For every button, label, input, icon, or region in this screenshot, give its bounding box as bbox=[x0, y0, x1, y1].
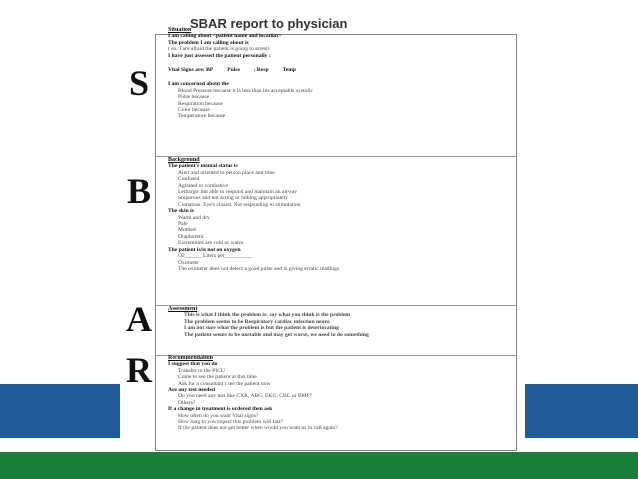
section-recommendation bbox=[168, 355, 518, 432]
letter-b: B bbox=[126, 171, 151, 211]
mental-heading: The patient's mental status is bbox=[168, 163, 238, 170]
concern-item: Temperature because bbox=[178, 113, 226, 120]
oxygen-item: Oximeter bbox=[178, 259, 200, 266]
skin-item: Warm and dry bbox=[178, 214, 210, 221]
oxygen-item: O2______ Liters per__________ bbox=[178, 253, 253, 260]
tests-item: Do you need any test like CXR, ABG, EKG, CBC or BMP? bbox=[178, 393, 313, 400]
vital-bp: Vital Signs are: BP bbox=[168, 67, 214, 74]
skin-item: Mottled bbox=[178, 227, 196, 234]
change-heading: If a change in treatment is ordered then ask bbox=[168, 406, 273, 413]
skin-heading: The skin is bbox=[168, 208, 194, 215]
recommendation-heading: Recommendation bbox=[168, 355, 213, 361]
concern-item: Respiration because bbox=[178, 100, 223, 107]
section-situation bbox=[168, 27, 518, 120]
section-background bbox=[168, 157, 518, 272]
letter-r: R bbox=[126, 350, 152, 390]
assessment-line: I am not sure what the problem is but the patient is deteriorating bbox=[184, 325, 339, 332]
concerned-heading: I am concerned about the bbox=[168, 81, 229, 88]
situation-line: The problem I am calling about is bbox=[168, 39, 249, 46]
assessment-line: This is what I think the problem is: say what you think is the problem bbox=[184, 312, 351, 319]
vital-temp: Temp bbox=[282, 67, 297, 74]
letter-a: A bbox=[126, 299, 152, 339]
mental-item: Stuporous and not acting or talking appropriately bbox=[178, 195, 288, 202]
mental-item: Alert and oriented to person place and time bbox=[178, 169, 275, 176]
suggest-item: Come to see the patient at this time bbox=[178, 374, 257, 381]
mental-item: Agitated or combative bbox=[178, 182, 229, 189]
assessment-line: The problem seems to be Respiratory cardiac infection neuro bbox=[184, 318, 330, 325]
suggest-heading: I suggest that you do bbox=[168, 361, 218, 368]
sbar-letters bbox=[120, 34, 155, 449]
concern-item: Pulse because bbox=[178, 94, 210, 101]
oxygen-heading: The patient is/is not on oxygen bbox=[168, 246, 241, 253]
background-heading: Background bbox=[168, 157, 200, 163]
assessment-line: The patient seems to be unstable and may get worse, we need to do something bbox=[184, 331, 369, 338]
change-item: If the patient does not get better when would you want us to call again? bbox=[178, 425, 338, 432]
mental-item: Confused bbox=[178, 176, 200, 183]
mental-item: Lethargic but able to respond and maintain an airway bbox=[178, 189, 298, 196]
concern-item: Blood Pressure because it is less than his acceptable systolic bbox=[178, 87, 313, 94]
assessment-heading: Assessment bbox=[168, 306, 198, 312]
document-title: SBAR report to physician bbox=[190, 16, 348, 31]
skin-item: Pale bbox=[178, 221, 188, 228]
footer-green-band bbox=[0, 452, 638, 479]
concern-item: Color because bbox=[178, 107, 210, 114]
situation-heading: Situation bbox=[168, 27, 192, 33]
situation-line: I am calling about <patient name and location> bbox=[168, 33, 282, 40]
mental-item: Comatose, Eye's closed. Not responding to stimulation bbox=[178, 201, 301, 208]
skin-item: Diaphoretic bbox=[178, 233, 205, 240]
change-item: How often do you want Vital signs? bbox=[178, 412, 259, 419]
letter-s: S bbox=[128, 63, 150, 103]
tests-heading: Are any test needed bbox=[168, 387, 215, 394]
vital-resp: , Resp bbox=[253, 67, 269, 74]
section-assessment bbox=[168, 306, 518, 338]
suggest-item: Ask for a consultant t see the patient now bbox=[178, 380, 271, 387]
skin-item: Extremities are cold or warm bbox=[178, 240, 244, 247]
sbar-document bbox=[120, 10, 525, 451]
oxygen-item: The oximeter does not detect a good pulse and is giving erratic readings bbox=[178, 265, 339, 272]
suggest-item: Transfer to the PICU bbox=[178, 367, 225, 374]
vital-pulse: Pulse bbox=[227, 67, 240, 74]
change-item: How long to you expect this problem will last? bbox=[178, 419, 284, 426]
situation-assessed: I have just assessed the patient personally : bbox=[168, 52, 271, 59]
tests-item: Others? bbox=[178, 399, 196, 406]
situation-example: ( ex. I am afraid the patient is going to arrest) bbox=[168, 46, 270, 53]
